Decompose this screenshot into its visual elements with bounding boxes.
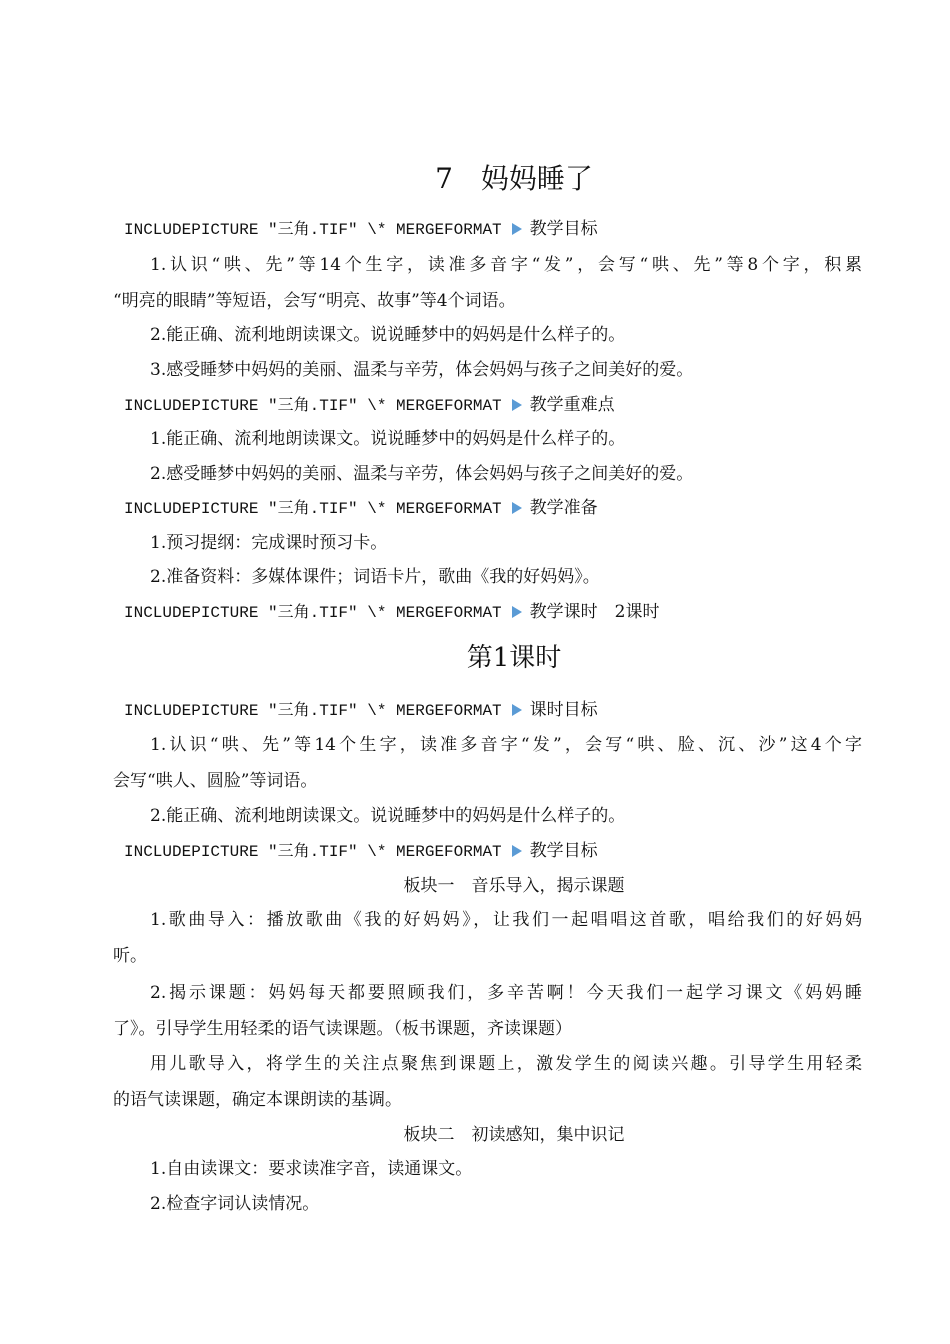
paragraph-line: 1.认识“哄、先”等14个生字，读准多音字“发”，会写“哄、脸、沉、沙”这4个字	[150, 735, 862, 755]
paragraph-line: 会写“哄人、圆脸”等词语。	[113, 771, 318, 791]
paragraph-line: 听。	[113, 946, 147, 966]
section-heading: 教学目标	[529, 219, 598, 239]
block-title: 板块二 初读感知，集中识记	[403, 1125, 625, 1145]
field-heading-lesson-goals	[124, 699, 950, 722]
field-code: INCLUDEPICTURE "三角.TIF" \* MERGEFORMAT	[124, 221, 502, 239]
section-heading: 教学目标	[529, 841, 598, 861]
section-heading: 课时目标	[529, 700, 598, 720]
field-heading-lesson-goals-2	[124, 840, 950, 863]
section-heading: 教学课时 2课时	[529, 602, 660, 622]
paragraph-line: “明亮的眼睛”等短语，会写“明亮、故事”等4个词语。	[113, 291, 516, 311]
field-code: INCLUDEPICTURE "三角.TIF" \* MERGEFORMAT	[124, 843, 502, 861]
field-code: INCLUDEPICTURE "三角.TIF" \* MERGEFORMAT	[124, 500, 502, 518]
paragraph-line: 3.感受睡梦中妈妈的美丽、温柔与辛劳，体会妈妈与孩子之间美好的爱。	[150, 360, 694, 380]
section-heading: 教学重难点	[529, 395, 615, 415]
paragraph-line: 2.能正确、流利地朗读课文。说说睡梦中的妈妈是什么样子的。	[150, 325, 626, 345]
triangle-right-icon	[512, 704, 522, 716]
block-title: 板块一 音乐导入，揭示课题	[403, 876, 625, 896]
field-heading-goals	[124, 218, 950, 241]
paragraph-line: 2.感受睡梦中妈妈的美丽、温柔与辛劳，体会妈妈与孩子之间美好的爱。	[150, 464, 694, 484]
triangle-right-icon	[512, 502, 522, 514]
paragraph-line: 1.认识“哄、先”等14个生字，读准多音字“发”，会写“哄、先”等8个字，积累	[150, 255, 862, 275]
field-code: INCLUDEPICTURE "三角.TIF" \* MERGEFORMAT	[124, 397, 502, 415]
triangle-right-icon	[512, 399, 522, 411]
triangle-right-icon	[512, 606, 522, 618]
field-code: INCLUDEPICTURE "三角.TIF" \* MERGEFORMAT	[124, 604, 502, 622]
paragraph-line: 1.自由读课文：要求读准字音，读通课文。	[150, 1159, 473, 1179]
triangle-right-icon	[512, 845, 522, 857]
field-heading-hours	[124, 601, 950, 624]
paragraph-line: 2.检查字词认读情况。	[150, 1194, 320, 1214]
paragraph-line: 1.能正确、流利地朗读课文。说说睡梦中的妈妈是什么样子的。	[150, 429, 626, 449]
lesson-title: 第1课时	[466, 643, 562, 673]
triangle-right-icon	[512, 223, 522, 235]
paragraph-line: 2.揭示课题：妈妈每天都要照顾我们，多辛苦啊！今天我们一起学习课文《妈妈睡	[150, 983, 862, 1003]
paragraph-line: 1.歌曲导入：播放歌曲《我的好妈妈》，让我们一起唱唱这首歌，唱给我们的好妈妈	[150, 910, 862, 930]
paragraph-line: 2.准备资料：多媒体课件；词语卡片，歌曲《我的好妈妈》。	[150, 567, 600, 587]
field-heading-prep	[124, 497, 950, 520]
section-heading: 教学准备	[529, 498, 598, 518]
paragraph-line: 了》。引导学生用轻柔的语气读课题。（板书课题，齐读课题）	[113, 1019, 572, 1039]
paragraph-line: 2.能正确、流利地朗读课文。说说睡梦中的妈妈是什么样子的。	[150, 806, 626, 826]
field-code: INCLUDEPICTURE "三角.TIF" \* MERGEFORMAT	[124, 702, 502, 720]
paragraph-line: 用儿歌导入，将学生的关注点聚焦到课题上，激发学生的阅读兴趣。引导学生用轻柔	[150, 1054, 862, 1074]
paragraph-line: 的语气读课题，确定本课朗读的基调。	[113, 1090, 402, 1110]
paragraph-line: 1.预习提纲：完成课时预习卡。	[150, 533, 388, 553]
page-title: 7 妈妈睡了	[435, 162, 593, 195]
field-heading-key	[124, 394, 950, 417]
